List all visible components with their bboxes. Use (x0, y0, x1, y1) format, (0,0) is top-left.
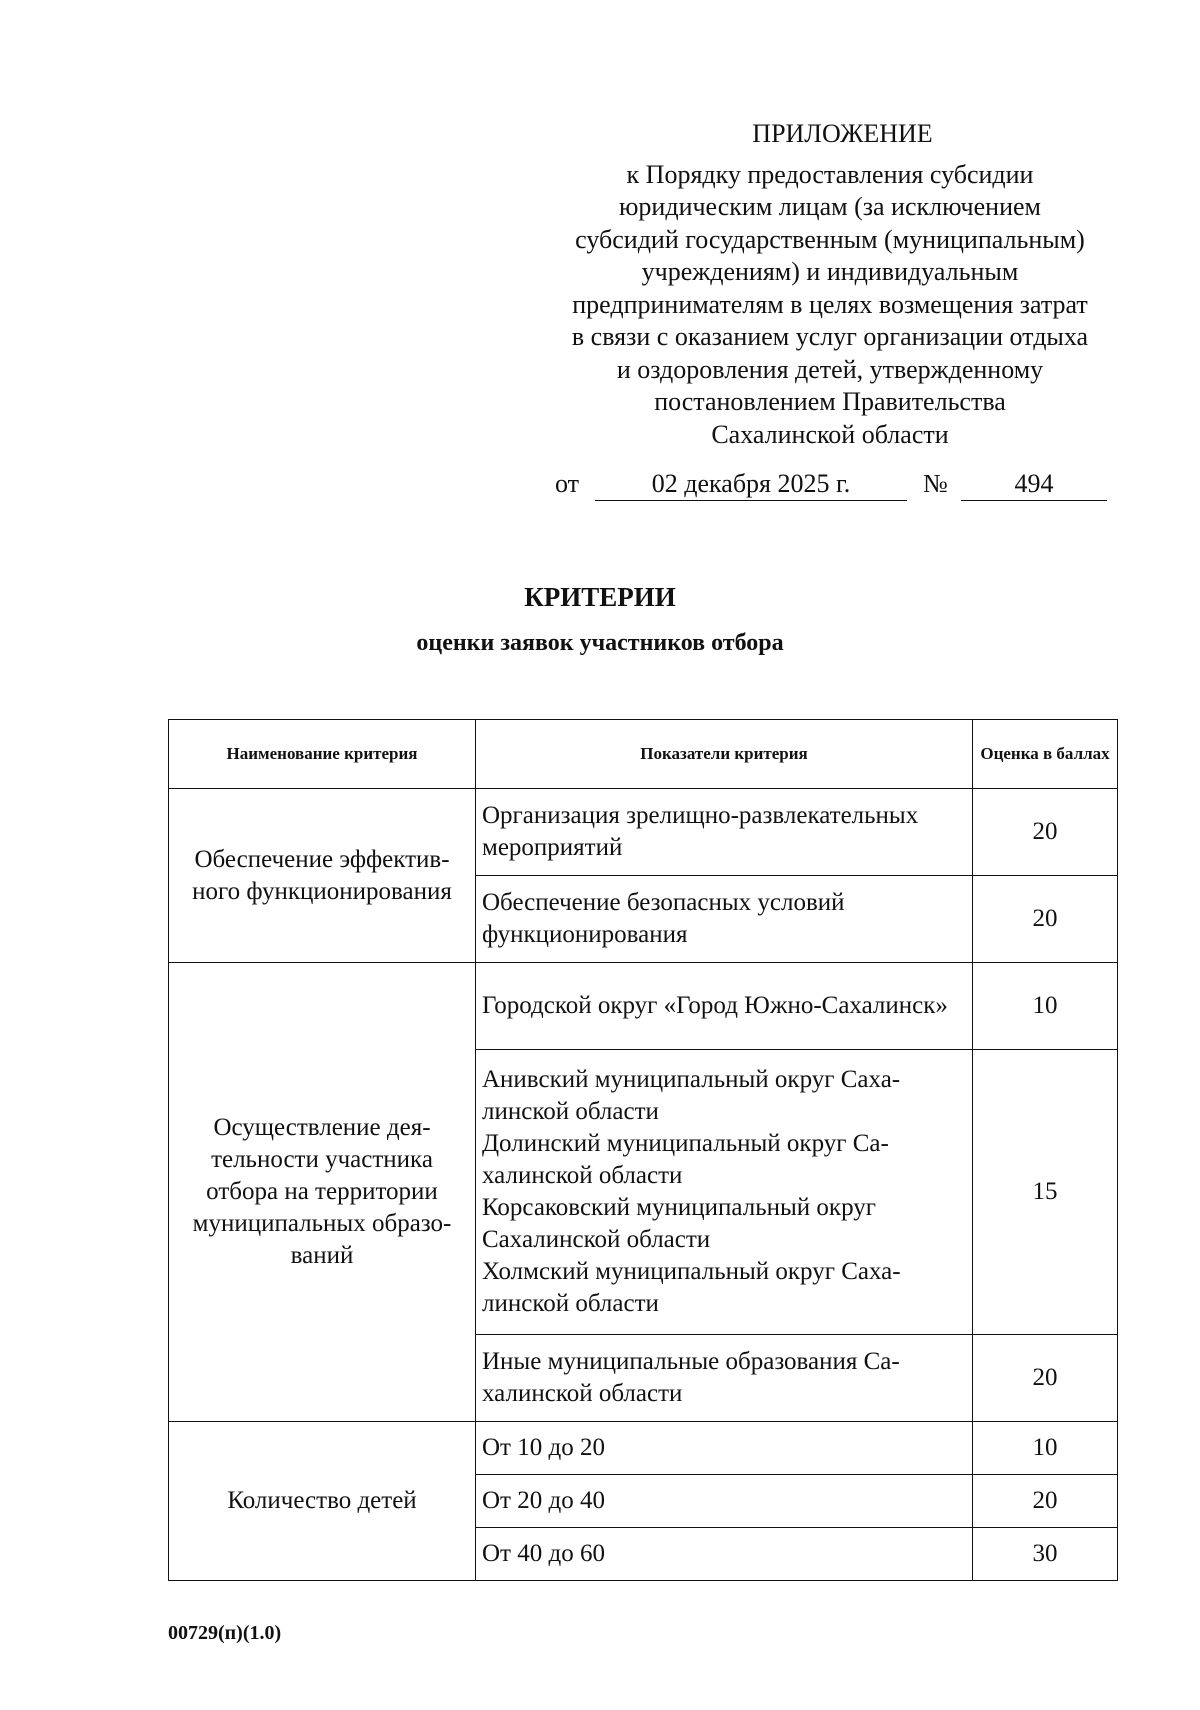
criterion-cell: Осуществление дея-тельности участника отбора на территории муниципальных образо-ваний (169, 963, 476, 1422)
appendix-line: в связи с оказанием услуг организации отдыха (571, 322, 1089, 351)
appendix-line: к Порядку предоставления субсидии (626, 159, 1034, 189)
decree-date-row (555, 468, 1115, 504)
appendix-line: постановлением Правительства (654, 387, 1006, 416)
appendix-line: предпринимателям в целях возмещения затрат (572, 289, 1088, 319)
indicator-line: Холмский муниципальный округ Саха-линской области (482, 1258, 901, 1317)
score-cell: 10 (973, 963, 1118, 1050)
number-sign: № (923, 469, 948, 498)
criterion-cell: Количество детей (169, 1422, 476, 1581)
score-cell: 30 (973, 1528, 1118, 1581)
indicator-line: Корсаковский муниципальный округ Сахалинской области (482, 1194, 876, 1253)
decree-date: 02 декабря 2025 г. (595, 468, 907, 501)
indicator-cell: Обеспечение безопасных условий функционирования (476, 876, 973, 963)
indicator-cell: От 10 до 20 (476, 1422, 973, 1475)
date-prefix: от (555, 469, 580, 498)
indicator-cell: От 20 до 40 (476, 1475, 973, 1528)
header-score: Оценка в баллах (973, 720, 1118, 789)
indicator-cell: Организация зрелищно-развлекательных мероприятий (476, 789, 973, 876)
score-cell: 20 (973, 789, 1118, 876)
appendix-line: учреждениям) и индивидуальным (641, 257, 1019, 286)
appendix-line: Сахалинской области (711, 419, 949, 449)
table-row (169, 963, 1118, 1050)
document-code: 00729(п)(1.0) (168, 1622, 282, 1644)
score-cell: 20 (973, 1335, 1118, 1422)
score-cell: 15 (973, 1050, 1118, 1335)
header-indicators: Показатели критерия (476, 720, 973, 789)
appendix-line: юридическим лицам (за исключением (619, 192, 1041, 221)
score-cell: 20 (973, 1475, 1118, 1528)
table-row (169, 789, 1118, 876)
indicator-cell: От 40 до 60 (476, 1528, 973, 1581)
criterion-cell: Обеспечение эффектив-ного функционирования (169, 789, 476, 963)
appendix-block (540, 118, 1120, 451)
appendix-line: и оздоровления детей, утвержденному (616, 354, 1044, 384)
indicator-line: Анивский муниципальный округ Саха-линской области (482, 1066, 901, 1125)
document-subheading: оценки заявок участников отбора (416, 630, 784, 656)
appendix-line: субсидий государственным (муниципальным) (575, 224, 1085, 254)
document-heading: КРИТЕРИИ (524, 582, 676, 612)
appendix-title: ПРИЛОЖЕНИЕ (752, 119, 933, 148)
indicator-cell (476, 1050, 973, 1335)
score-cell: 10 (973, 1422, 1118, 1475)
criteria-table (168, 719, 1118, 1581)
table-row (169, 1422, 1118, 1475)
header-criterion-name: Наименование критерия (169, 720, 476, 789)
score-cell: 20 (973, 876, 1118, 963)
table-header-row (169, 720, 1118, 789)
indicator-line: Долинский муниципальный округ Са-халинской области (482, 1130, 889, 1189)
indicator-cell: Городской округ «Город Южно-Сахалинск» (476, 963, 973, 1050)
decree-number: 494 (961, 468, 1107, 501)
indicator-cell: Иные муниципальные образования Са-халинской области (476, 1335, 973, 1422)
